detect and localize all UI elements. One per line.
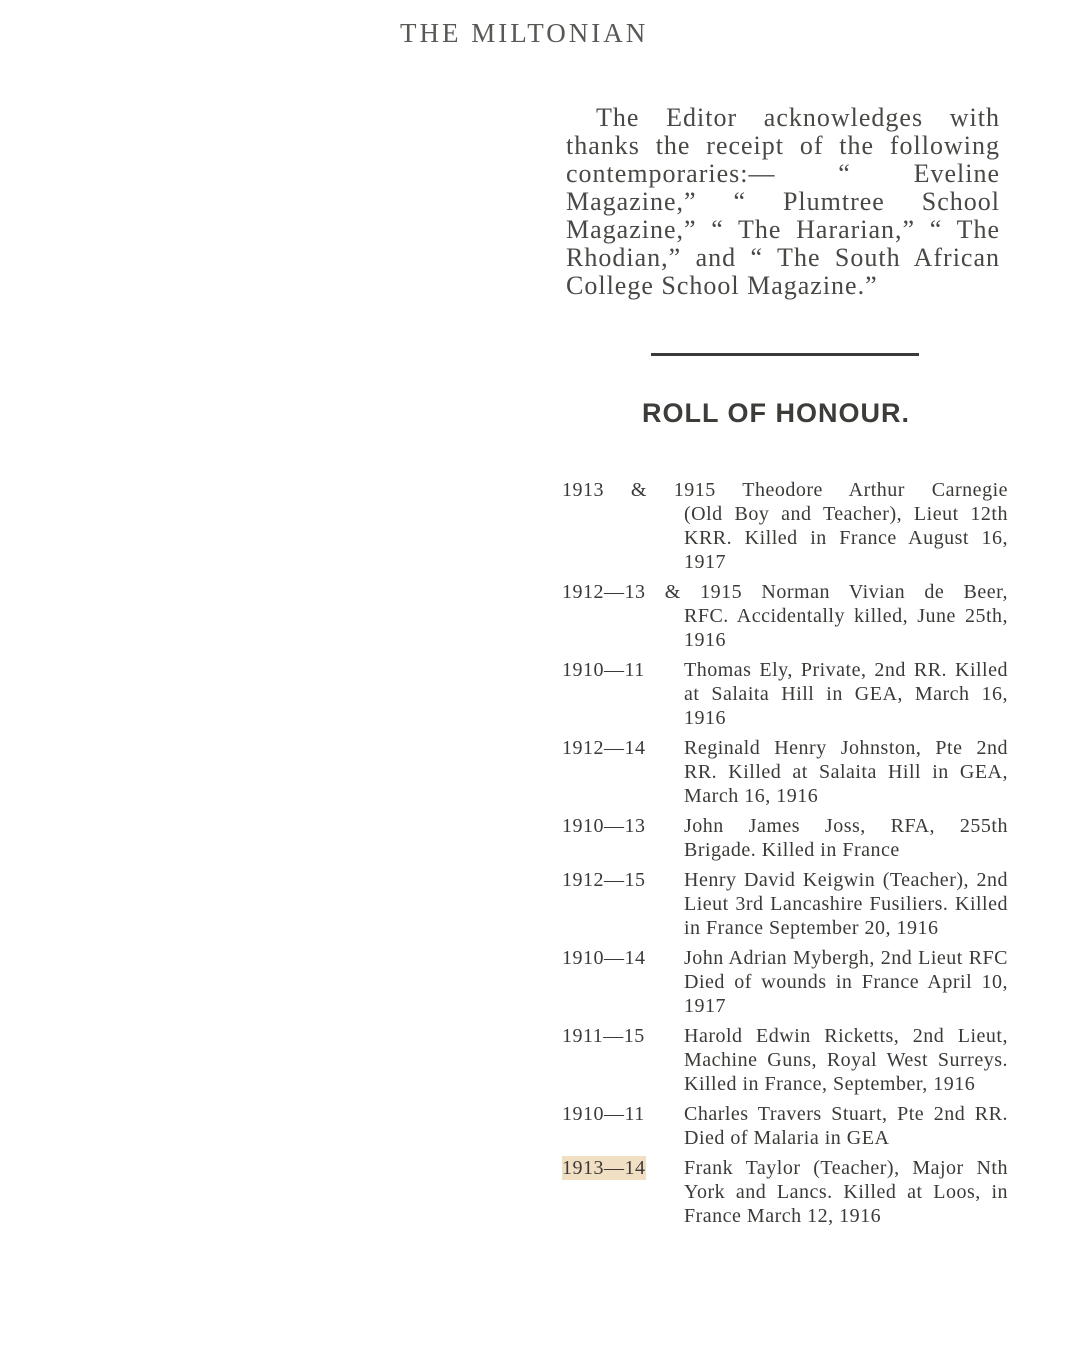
roll-entry-years: 1910—11 [562,1103,645,1125]
roll-entry [562,868,1008,940]
roll-entry-years: 1912—14 [562,737,646,759]
roll-entry [562,814,1008,862]
roll-entry [562,1102,1008,1150]
roll-entry-first-line: 1912—13 & 1915 Norman Vivian de Beer, [562,581,1008,603]
roll-entry-years: 1910—11 [562,659,645,681]
roll-entry [562,1156,1008,1228]
roll-entry-years: 1912—15 [562,869,646,891]
masthead: THE MILTONIAN [400,18,649,48]
roll-entry-details: Reginald Henry Johnston, Pte 2nd RR. Killed at Salaita Hill in GEA, March 16, 1916 [684,737,1008,807]
roll-entry [562,946,1008,1018]
roll-entry-details: Harold Edwin Ricketts, 2nd Lieut, Machine Guns, Royal West Surreys. Killed in France, September, 1916 [684,1025,1008,1095]
roll-of-honour-list [562,478,1008,1234]
roll-entry-details: Frank Taylor (Teacher), Major Nth York and Lancs. Killed at Loos, in France March 12, 1916 [684,1157,1008,1227]
roll-entry-years: 1910—13 [562,815,646,837]
roll-entry-years: 1910—14 [562,947,646,969]
editor-acknowledgement: The Editor acknowledges with thanks the receipt of the following contemporaries:— “ Eveline Magazine,” “ Plumtree School Magazine,” “ The Hararian,” “ The Rhodian,” and “ The South African College School Magazine.” [566,103,1000,300]
roll-entry-years-highlighted: 1913—14 [562,1157,646,1179]
roll-entry [562,478,1008,574]
roll-entry-details: Thomas Ely, Private, 2nd RR. Killed at Salaita Hill in GEA, March 16, 1916 [684,659,1008,729]
roll-entry-details: John Adrian Mybergh, 2nd Lieut RFC Died of wounds in France April 10, 1917 [684,947,1008,1017]
roll-entry [562,658,1008,730]
roll-entry-details: John James Joss, RFA, 255th Brigade. Killed in France [684,815,1008,861]
section-divider [651,353,919,356]
roll-entry-details: (Old Boy and Teacher), Lieut 12th KRR. Killed in France August 16, 1917 [684,503,1008,573]
roll-entry [562,580,1008,652]
roll-entry-details: Henry David Keigwin (Teacher), 2nd Lieut 3rd Lancashire Fusiliers. Killed in France September 20, 1916 [684,869,1008,939]
roll-entry-first-line: 1913 & 1915 Theodore Arthur Carnegie [562,479,1008,501]
roll-of-honour-title: ROLL OF HONOUR. [642,398,910,428]
roll-entry-details: RFC. Accidentally killed, June 25th, 1916 [684,605,1008,651]
roll-entry [562,1024,1008,1096]
roll-entry-years: 1911—15 [562,1025,645,1047]
roll-entry-details: Charles Travers Stuart, Pte 2nd RR. Died of Malaria in GEA [684,1103,1008,1149]
roll-entry [562,736,1008,808]
